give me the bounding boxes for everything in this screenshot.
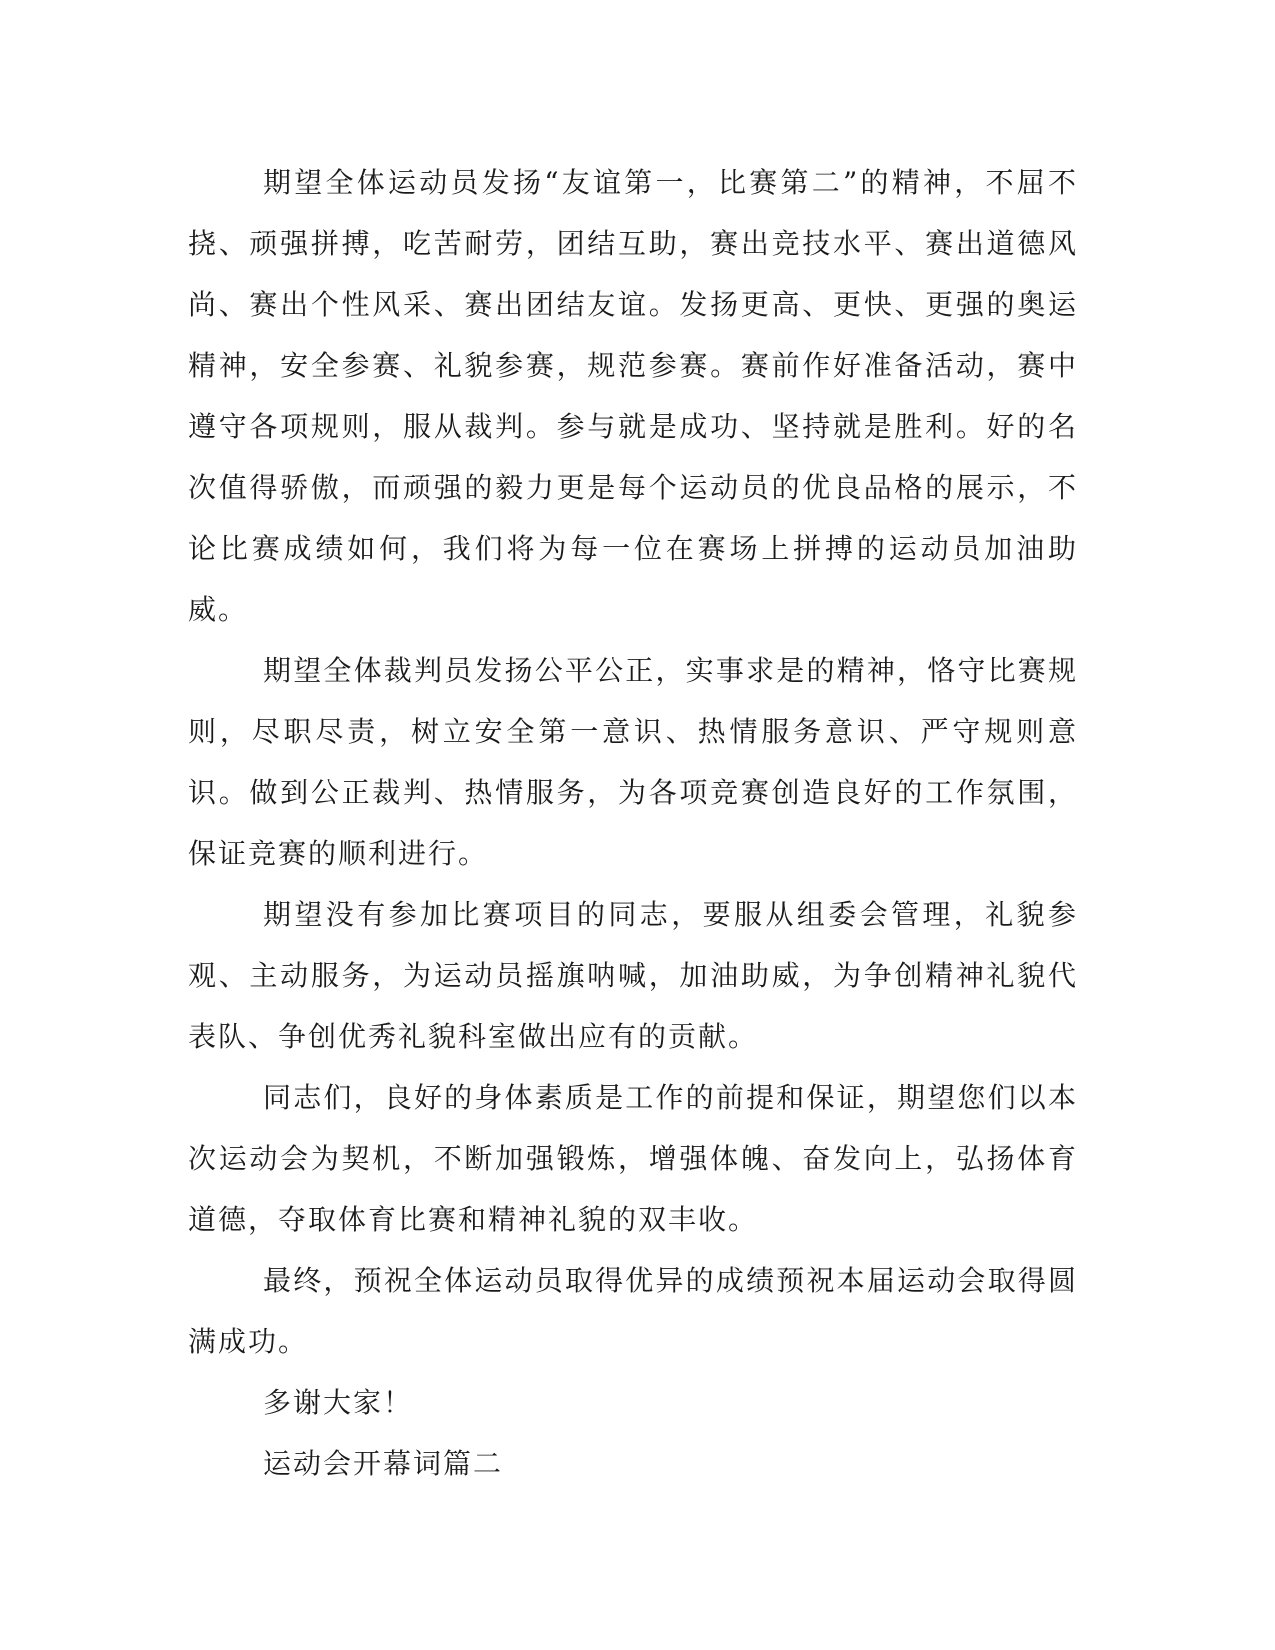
document-body xyxy=(188,152,1078,1494)
paragraph-comrades: 同志们，良好的身体素质是工作的前提和保证，期望您们以本次运动会为契机，不断加强锻炼，增强体魄、奋发向上，弘扬体育道德，夺取体育比赛和精神礼貌的双丰收。 xyxy=(188,1081,1078,1236)
paragraph-athletes: 期望全体运动员发扬“友谊第一，比赛第二”的精神，不屈不挠、顽强拼搏，吃苦耐劳，团结互助，赛出竞技水平、赛出道德风尚、赛出个性风采、赛出团结友谊。发扬更高、更快、更强的奥运精神，安全参赛、礼貌参赛，规范参赛。赛前作好准备活动，赛中遵守各项规则，服从裁判。参与就是成功、坚持就是胜利。好的名次值得骄傲，而顽强的毅力更是每个运动员的优良品格的展示，不论比赛成绩如何，我们将为每一位在赛场上拼搏的运动员加油助威。 xyxy=(188,166,1078,626)
section-heading: 运动会开幕词篇二 xyxy=(263,1447,504,1480)
paragraph-referees: 期望全体裁判员发扬公平公正，实事求是的精神，恪守比赛规则，尽职尽责，树立安全第一意识、热情服务意识、严守规则意识。做到公正裁判、热情服务，为各项竞赛创造良好的工作氛围，保证竞赛的顺利进行。 xyxy=(188,654,1078,870)
paragraph-final-wishes: 最终，预祝全体运动员取得优异的成绩预祝本届运动会取得圆满成功。 xyxy=(188,1264,1078,1358)
paragraph-thanks: 多谢大家！ xyxy=(263,1386,414,1419)
paragraph-non-participants: 期望没有参加比赛项目的同志，要服从组委会管理，礼貌参观、主动服务，为运动员摇旗呐喊，加油助威，为争创精神礼貌代表队、争创优秀礼貌科室做出应有的贡献。 xyxy=(188,898,1078,1053)
